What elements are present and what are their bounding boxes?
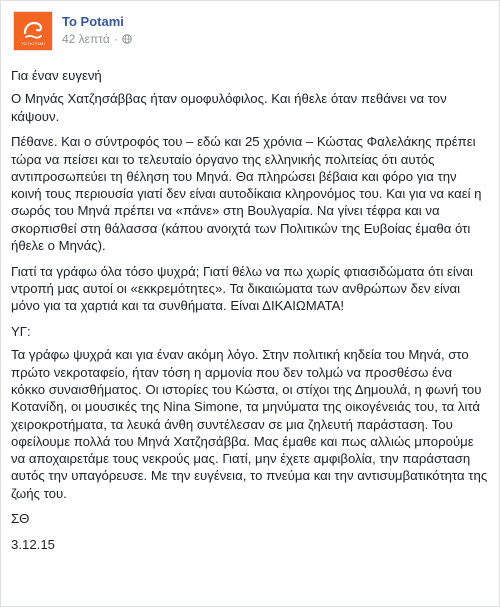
page-name-link[interactable]: To Potami: [62, 14, 124, 29]
post-paragraph: ΥΓ:: [11, 324, 31, 340]
post-paragraph: Πέθανε. Και ο σύντροφός του – εδώ και 25 χρόνια – Κώστας Φαλελάκης πρέπει τώρα να πείσει και το τελευταίο όργανο της ελληνικής πολιτείας ότι αυτός αντιπροσωπεύει τη θέληση του Μηνά. Θα πληρώσει βέβαια και φόρο για την κοινή τους περιουσία γιατί δεν είναι αυτοδίκαια κληρονόμος του. Και για να καεί η σωρός του Μηνά πρέπει να «πάνε» στη Βουλγαρία. Να γίνει τέφρα και να σκορπισθεί στη θάλασσα (κάπου ανοιχτά των Πολιτικών της Ευβοίας έμαθα ότι ήθελε ο Μηνάς).: [11, 134, 482, 254]
post-paragraph: Ο Μηνάς Χατζησάββας ήταν ομοφυλόφιλος. Και ήθελε όταν πεθάνει να τον κάψουν.: [11, 91, 447, 124]
post-paragraph: Τα γράφω ψυχρά και για έναν ακόμη λόγο. Στην πολιτική κηδεία του Μηνά, στο πρώτο νεκροταφείο, ήταν τόση η αρμονία που δεν τολμώ να προσθέσω ένα κόκκο συναισθήματος. Οι ιστορίες του Κώστα, οι στίχοι της Δημουλά, η φωνή του Κοτανίδη, οι μουσικές της Nina Simone, τα μηνύματα της οικογένειάς του, τα λιτά χειροκροτήματα, τα λευκά άνθη συντέλεσαν σε μια ζηλευτή παράσταση. Του οφείλουμε πολλά του Μηνά Χατζησάββα. Μας έμαθε και πως αλλιώς μπορούμε να αποχαιρετάμε τους νεκρούς μας. Γιατί, μην έχετε αμφιβολία, την παράσταση αυτός την υπαγόρευσε. Με την ευγένεια, το πνεύμα και την αντισυμβατικότητα της ζωής του.: [11, 347, 488, 501]
post-timestamp[interactable]: 42 λεπτά: [62, 32, 110, 46]
post-body: [11, 67, 489, 562]
post-paragraph: Για έναν ευγενή: [11, 68, 102, 83]
globe-icon[interactable]: [122, 34, 132, 44]
post-date: 3.12.15: [11, 537, 55, 553]
page-avatar[interactable]: [13, 11, 53, 51]
separator-dot: ·: [113, 32, 118, 46]
post-header: [13, 11, 132, 55]
avatar-caption: TO ПОТАМІ: [21, 41, 45, 46]
post-time-row: [62, 31, 132, 47]
post-signature: ΣΘ: [11, 511, 30, 527]
post-meta: [62, 13, 132, 47]
post-paragraph: Γιατί τα γράφω όλα τόσο ψυχρά; Γιατί θέλω να πω χωρίς φτιασιδώματα ότι είναι ντροπή μας αυτοί οι «εκκρεμότητες». Τα δικαιώματα των ανθρώπων δεν είναι μόνο για τα χαρτιά και τα συνθήματα. Είναι ΔΙΚΑΙΩΜΑΤΑ!: [11, 263, 473, 314]
